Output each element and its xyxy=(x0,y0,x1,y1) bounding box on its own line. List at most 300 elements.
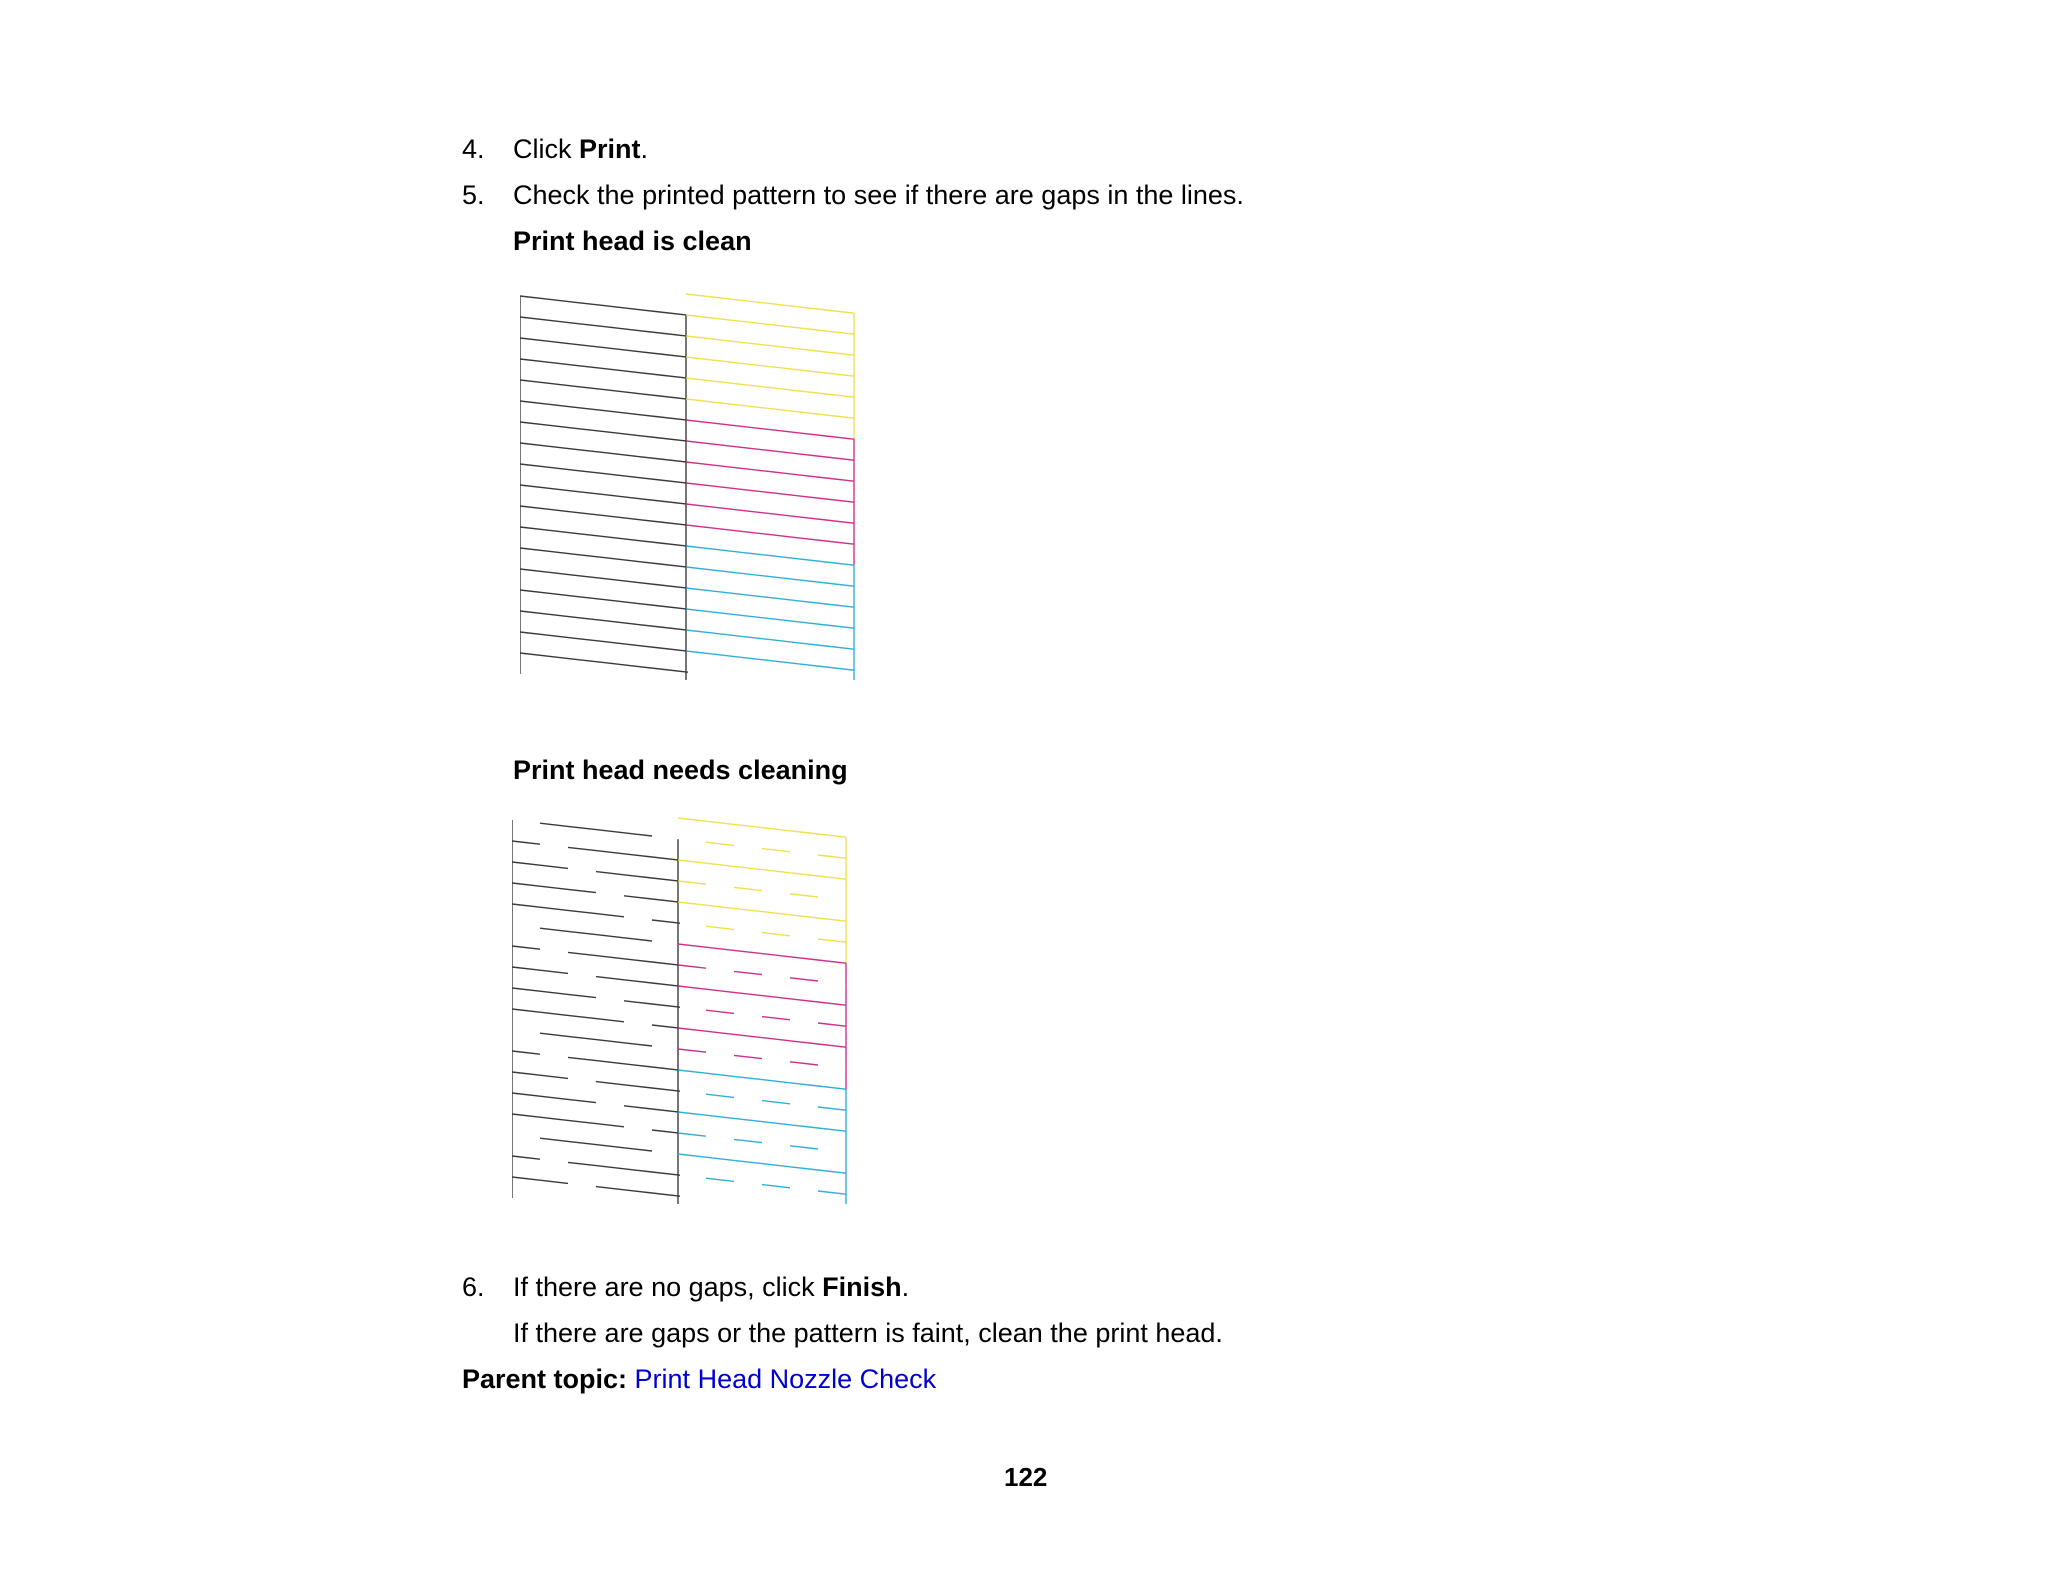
pattern-line-black xyxy=(548,404,576,407)
pattern-line-color xyxy=(678,1049,706,1052)
pattern-line-color xyxy=(826,625,854,628)
pattern-line-color xyxy=(734,824,762,827)
pattern-line-color xyxy=(706,842,734,845)
pattern-line-color xyxy=(678,860,706,863)
pattern-line-black xyxy=(540,886,568,889)
pattern-line-black xyxy=(568,1099,596,1102)
pattern-line-black xyxy=(596,1187,624,1190)
pattern-line-black xyxy=(604,306,632,309)
pattern-line-black xyxy=(540,1096,568,1099)
pattern-line-black xyxy=(596,977,624,980)
pattern-line-color xyxy=(818,855,846,858)
pattern-line-black xyxy=(624,1043,652,1046)
pattern-line-black xyxy=(548,551,576,554)
pattern-line-black xyxy=(520,422,548,425)
pattern-line-black xyxy=(596,1061,624,1064)
pattern-line-color xyxy=(762,1122,790,1125)
parent-topic-link[interactable]: Print Head Nozzle Check xyxy=(634,1364,937,1394)
pattern-line-color xyxy=(790,978,818,981)
pattern-line-color xyxy=(686,357,714,360)
pattern-line-color xyxy=(798,643,826,646)
pattern-line-color xyxy=(686,567,714,570)
pattern-line-black xyxy=(568,1036,596,1039)
pattern-line-color xyxy=(686,294,714,297)
pattern-line-color xyxy=(734,1076,762,1079)
pattern-line-color xyxy=(706,821,734,824)
pattern-line-black xyxy=(632,561,660,564)
pattern-line-black xyxy=(652,1067,680,1070)
pattern-line-color xyxy=(714,444,742,447)
pattern-line-black xyxy=(596,1082,624,1085)
pattern-line-color xyxy=(742,615,770,618)
pattern-line-color xyxy=(706,905,734,908)
pattern-line-color xyxy=(714,423,742,426)
pattern-line-color xyxy=(798,601,826,604)
pattern-line-color xyxy=(742,384,770,387)
pattern-line-black xyxy=(576,344,604,347)
caption-clean: Print head is clean xyxy=(513,226,752,256)
pattern-line-black xyxy=(568,1162,596,1165)
pattern-line-color xyxy=(798,664,826,667)
pattern-line-black xyxy=(660,648,688,651)
pattern-line-color xyxy=(686,462,714,465)
pattern-line-black xyxy=(632,624,660,627)
pattern-line-color xyxy=(770,409,798,412)
pattern-line-black xyxy=(596,1124,624,1127)
pattern-line-black xyxy=(576,365,604,368)
pattern-line-black xyxy=(652,1130,680,1133)
nozzle-pattern-clean xyxy=(520,290,860,680)
pattern-line-black xyxy=(548,614,576,617)
pattern-line-color xyxy=(826,436,854,439)
pattern-line-color xyxy=(790,1146,818,1149)
pattern-line-color xyxy=(798,391,826,394)
pattern-line-black xyxy=(624,1169,652,1172)
pattern-line-black xyxy=(520,506,548,509)
pattern-line-color xyxy=(742,531,770,534)
pattern-line-black xyxy=(632,645,660,648)
pattern-line-color xyxy=(818,939,846,942)
pattern-line-black xyxy=(548,425,576,428)
pattern-line-color xyxy=(734,971,762,974)
pattern-line-black xyxy=(660,522,688,525)
pattern-line-color xyxy=(714,528,742,531)
pattern-line-black xyxy=(540,1075,568,1078)
pattern-line-color xyxy=(742,300,770,303)
pattern-line-black xyxy=(540,1033,568,1036)
pattern-line-color xyxy=(818,960,846,963)
pattern-line-black xyxy=(624,1190,652,1193)
pattern-line-color xyxy=(734,1118,762,1121)
pattern-line-black xyxy=(548,341,576,344)
pattern-line-black xyxy=(576,512,604,515)
pattern-line-black xyxy=(604,558,632,561)
pattern-line-black xyxy=(540,928,568,931)
step-6-subtext: If there are gaps or the pattern is faint, clean the print head. xyxy=(513,1318,1223,1348)
pattern-line-color xyxy=(678,881,706,884)
pattern-line-color xyxy=(818,1191,846,1194)
pattern-line-black xyxy=(576,386,604,389)
pattern-line-color xyxy=(826,394,854,397)
pattern-line-color xyxy=(826,373,854,376)
pattern-line-black xyxy=(548,362,576,365)
pattern-line-color xyxy=(762,933,790,936)
pattern-line-black xyxy=(660,333,688,336)
step-6-text xyxy=(513,1271,909,1303)
pattern-line-color xyxy=(762,828,790,831)
pattern-line-black xyxy=(540,823,568,826)
pattern-line-color xyxy=(734,1160,762,1163)
pattern-line-color xyxy=(770,493,798,496)
pattern-line-black xyxy=(604,348,632,351)
pattern-line-color xyxy=(706,863,734,866)
pattern-line-black xyxy=(604,516,632,519)
pattern-line-color xyxy=(686,399,714,402)
pattern-line-black xyxy=(512,1051,540,1054)
pattern-line-color xyxy=(826,583,854,586)
pattern-line-black xyxy=(512,904,540,907)
pattern-line-black xyxy=(624,1001,652,1004)
pattern-line-color xyxy=(770,640,798,643)
parent-topic xyxy=(462,1363,936,1395)
pattern-line-color xyxy=(714,654,742,657)
pattern-line-black xyxy=(660,606,688,609)
pattern-line-black xyxy=(548,593,576,596)
pattern-line-black xyxy=(548,572,576,575)
pattern-line-color xyxy=(678,944,706,947)
pattern-line-black xyxy=(512,862,540,865)
pattern-line-black xyxy=(540,1117,568,1120)
pattern-line-color xyxy=(734,992,762,995)
pattern-line-black xyxy=(576,491,604,494)
pattern-line-color xyxy=(826,331,854,334)
pattern-line-color xyxy=(686,378,714,381)
pattern-line-color xyxy=(770,661,798,664)
pattern-line-color xyxy=(742,321,770,324)
pattern-line-black xyxy=(548,635,576,638)
pattern-line-black xyxy=(624,938,652,941)
pattern-line-color xyxy=(686,651,714,654)
pattern-line-black xyxy=(660,354,688,357)
pattern-line-color xyxy=(678,902,706,905)
pattern-line-black xyxy=(548,488,576,491)
pattern-line-color xyxy=(686,630,714,633)
pattern-line-color xyxy=(734,1055,762,1058)
pattern-line-black xyxy=(624,980,652,983)
pattern-line-color xyxy=(742,510,770,513)
pattern-line-black xyxy=(652,1088,680,1091)
pattern-line-black xyxy=(576,596,604,599)
pattern-line-color xyxy=(826,415,854,418)
pattern-line-color xyxy=(818,1023,846,1026)
pattern-line-color xyxy=(742,594,770,597)
pattern-line-black xyxy=(520,611,548,614)
pattern-line-color xyxy=(686,420,714,423)
pattern-line-color xyxy=(798,622,826,625)
pattern-line-black xyxy=(520,527,548,530)
pattern-line-black xyxy=(568,889,596,892)
pattern-line-black xyxy=(660,480,688,483)
pattern-line-color xyxy=(742,552,770,555)
pattern-line-black xyxy=(568,826,596,829)
pattern-line-color xyxy=(770,430,798,433)
pattern-line-black xyxy=(660,438,688,441)
pattern-line-black xyxy=(596,830,624,833)
pattern-line-black xyxy=(568,910,596,913)
pattern-line-color xyxy=(714,339,742,342)
pattern-line-black xyxy=(652,1109,680,1112)
pattern-line-color xyxy=(770,451,798,454)
pattern-line-color xyxy=(678,1133,706,1136)
pattern-line-black xyxy=(568,1120,596,1123)
pattern-line-black xyxy=(540,1012,568,1015)
pattern-line-black xyxy=(520,359,548,362)
pattern-line-black xyxy=(660,669,688,672)
pattern-line-black xyxy=(512,1156,540,1159)
pattern-line-black xyxy=(512,1114,540,1117)
pattern-line-black xyxy=(632,519,660,522)
pattern-line-black xyxy=(512,883,540,886)
pattern-line-color xyxy=(826,646,854,649)
page-number: 122 xyxy=(1004,1462,1048,1492)
pattern-line-black xyxy=(604,432,632,435)
pattern-line-color xyxy=(770,577,798,580)
pattern-line-color xyxy=(762,870,790,873)
pattern-line-black xyxy=(604,663,632,666)
pattern-line-black xyxy=(604,327,632,330)
pattern-line-color xyxy=(678,1070,706,1073)
pattern-line-color xyxy=(734,866,762,869)
pattern-line-black xyxy=(568,1015,596,1018)
pattern-line-black xyxy=(660,459,688,462)
pattern-line-black xyxy=(548,530,576,533)
pattern-line-color xyxy=(742,447,770,450)
pattern-line-color xyxy=(714,570,742,573)
pattern-line-black xyxy=(652,1004,680,1007)
step-5-number: 5. xyxy=(462,180,485,210)
pattern-line-black xyxy=(568,994,596,997)
pattern-line-color xyxy=(742,363,770,366)
pattern-line-black xyxy=(660,543,688,546)
pattern-line-color xyxy=(798,475,826,478)
pattern-line-black xyxy=(520,569,548,572)
pattern-line-black xyxy=(632,435,660,438)
pattern-line-color xyxy=(798,349,826,352)
pattern-line-color xyxy=(818,918,846,921)
pattern-line-color xyxy=(706,1010,734,1013)
pattern-line-black xyxy=(548,467,576,470)
pattern-line-black xyxy=(576,302,604,305)
pattern-line-black xyxy=(624,959,652,962)
pattern-line-black xyxy=(604,390,632,393)
pattern-line-color xyxy=(678,965,706,968)
pattern-line-color xyxy=(706,947,734,950)
pattern-line-black xyxy=(632,477,660,480)
caption-needs-cleaning: Print head needs cleaning xyxy=(513,755,848,785)
pattern-line-black xyxy=(652,962,680,965)
pattern-line-black xyxy=(512,1009,540,1012)
pattern-line-black xyxy=(624,1064,652,1067)
pattern-line-black xyxy=(660,312,688,315)
pattern-line-black xyxy=(660,501,688,504)
pattern-line-black xyxy=(632,540,660,543)
pattern-line-color xyxy=(742,489,770,492)
pattern-line-color xyxy=(706,1178,734,1181)
pattern-line-color xyxy=(818,1128,846,1131)
pattern-line-color xyxy=(818,1044,846,1047)
pattern-line-black xyxy=(568,847,596,850)
pattern-line-color xyxy=(706,989,734,992)
pattern-line-black xyxy=(596,872,624,875)
pattern-line-color xyxy=(714,360,742,363)
pattern-line-black xyxy=(596,956,624,959)
pattern-line-black xyxy=(540,970,568,973)
pattern-line-black xyxy=(520,380,548,383)
pattern-line-black xyxy=(632,330,660,333)
pattern-line-color xyxy=(734,908,762,911)
pattern-line-color xyxy=(678,1028,706,1031)
pattern-line-color xyxy=(790,1167,818,1170)
pattern-line-black xyxy=(520,401,548,404)
step-4-pre: Click xyxy=(513,134,579,164)
pattern-line-black xyxy=(568,952,596,955)
pattern-line-color xyxy=(818,1002,846,1005)
step-6-post: . xyxy=(901,1272,910,1302)
pattern-line-color xyxy=(798,454,826,457)
step-4-bold: Print xyxy=(579,134,641,164)
pattern-line-black xyxy=(576,323,604,326)
pattern-line-black xyxy=(632,603,660,606)
pattern-line-color xyxy=(770,325,798,328)
pattern-line-color xyxy=(770,367,798,370)
pattern-line-color xyxy=(826,352,854,355)
pattern-line-color xyxy=(706,1031,734,1034)
pattern-line-black xyxy=(604,537,632,540)
pattern-line-color xyxy=(734,1139,762,1142)
pattern-line-black xyxy=(604,411,632,414)
pattern-line-color xyxy=(826,457,854,460)
pattern-line-color xyxy=(770,304,798,307)
pattern-line-color xyxy=(714,507,742,510)
pattern-line-color xyxy=(762,1164,790,1167)
pattern-line-color xyxy=(790,894,818,897)
pattern-line-black xyxy=(576,533,604,536)
pattern-line-color xyxy=(770,598,798,601)
pattern-line-color xyxy=(686,315,714,318)
pattern-line-black xyxy=(576,617,604,620)
pattern-line-color xyxy=(826,604,854,607)
pattern-line-color xyxy=(714,612,742,615)
pattern-line-color xyxy=(790,1125,818,1128)
pattern-line-black xyxy=(596,1145,624,1148)
pattern-line-color xyxy=(798,412,826,415)
pattern-line-black xyxy=(632,372,660,375)
pattern-line-black xyxy=(624,1106,652,1109)
pattern-line-color xyxy=(762,954,790,957)
pattern-line-color xyxy=(790,999,818,1002)
pattern-line-color xyxy=(762,1101,790,1104)
nozzle-pattern-needs-cleaning xyxy=(512,814,852,1204)
pattern-line-black xyxy=(596,1166,624,1169)
pattern-line-black xyxy=(576,554,604,557)
pattern-line-black xyxy=(576,575,604,578)
pattern-line-color xyxy=(826,310,854,313)
pattern-line-black xyxy=(540,865,568,868)
pattern-line-black xyxy=(624,1148,652,1151)
pattern-line-black xyxy=(624,854,652,857)
pattern-line-color xyxy=(742,657,770,660)
pattern-line-color xyxy=(714,549,742,552)
pattern-line-color xyxy=(734,950,762,953)
pattern-line-color xyxy=(706,1094,734,1097)
pattern-line-color xyxy=(770,619,798,622)
pattern-line-black xyxy=(596,1040,624,1043)
pattern-line-color xyxy=(742,405,770,408)
pattern-line-color xyxy=(798,328,826,331)
pattern-line-color xyxy=(826,667,854,670)
pattern-line-black xyxy=(576,659,604,662)
pattern-line-black xyxy=(660,396,688,399)
pattern-line-black xyxy=(660,417,688,420)
pattern-line-black xyxy=(652,857,680,860)
pattern-line-color xyxy=(706,1073,734,1076)
pattern-line-color xyxy=(762,1080,790,1083)
pattern-line-black xyxy=(576,407,604,410)
pattern-line-black xyxy=(568,1057,596,1060)
parent-topic-label: Parent topic: xyxy=(462,1364,628,1394)
pattern-line-black xyxy=(540,1138,568,1141)
pattern-line-color xyxy=(762,1038,790,1041)
pattern-line-black xyxy=(660,375,688,378)
pattern-line-color xyxy=(686,483,714,486)
pattern-line-color xyxy=(742,426,770,429)
pattern-line-color xyxy=(742,573,770,576)
pattern-line-black xyxy=(652,920,680,923)
pattern-line-color xyxy=(714,402,742,405)
pattern-line-color xyxy=(742,468,770,471)
pattern-line-black xyxy=(568,931,596,934)
step-4-text xyxy=(513,133,648,165)
pattern-line-black xyxy=(520,317,548,320)
pattern-line-black xyxy=(512,967,540,970)
pattern-line-color xyxy=(790,831,818,834)
pattern-line-color xyxy=(686,504,714,507)
pattern-line-black xyxy=(596,935,624,938)
pattern-line-black xyxy=(652,983,680,986)
pattern-line-black xyxy=(660,585,688,588)
pattern-line-black xyxy=(652,1193,680,1196)
pattern-line-black xyxy=(604,621,632,624)
pattern-line-color xyxy=(826,520,854,523)
pattern-line-black xyxy=(604,600,632,603)
pattern-line-color xyxy=(818,876,846,879)
pattern-line-color xyxy=(714,633,742,636)
pattern-line-black xyxy=(632,393,660,396)
pattern-line-black xyxy=(540,1180,568,1183)
pattern-line-color xyxy=(742,342,770,345)
pattern-line-color xyxy=(686,609,714,612)
pattern-line-black xyxy=(596,914,624,917)
pattern-line-color xyxy=(790,1083,818,1086)
pattern-line-color xyxy=(798,307,826,310)
pattern-line-black xyxy=(548,299,576,302)
pattern-line-color xyxy=(714,318,742,321)
step-4-post: . xyxy=(640,134,649,164)
pattern-line-color xyxy=(826,499,854,502)
pattern-line-black xyxy=(652,1025,680,1028)
pattern-line-color xyxy=(770,472,798,475)
pattern-line-color xyxy=(742,636,770,639)
